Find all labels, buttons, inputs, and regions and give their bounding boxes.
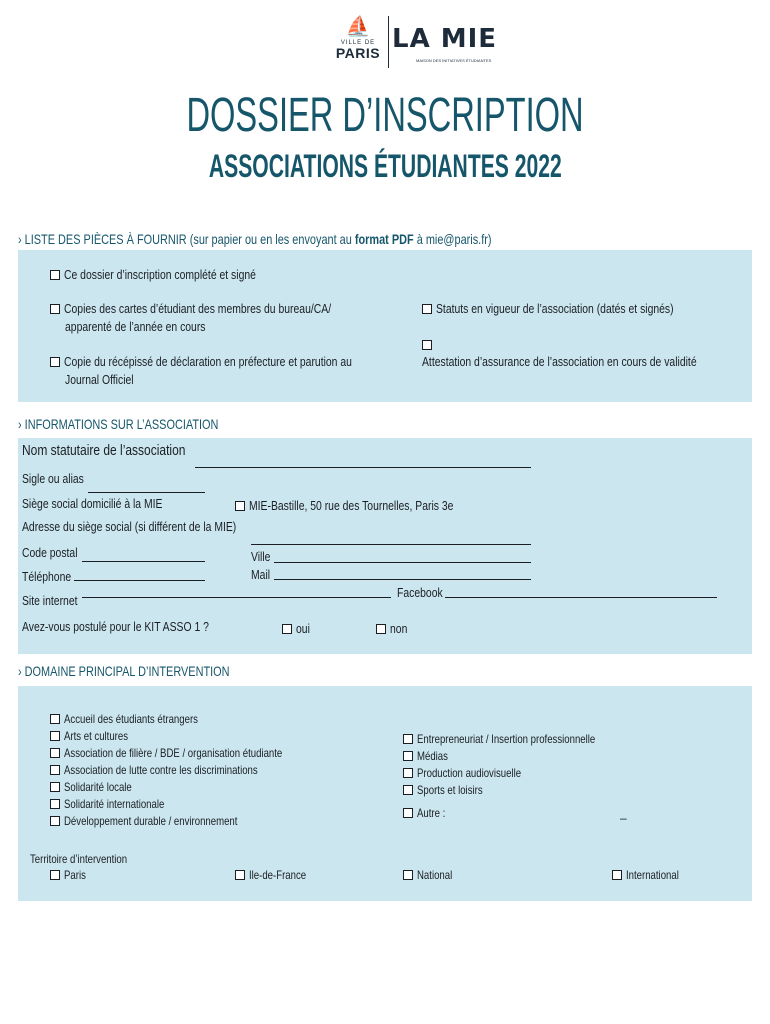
territoire-label: Territoire d’intervention	[30, 852, 128, 866]
checkbox-territoire-national[interactable]: National	[403, 867, 461, 884]
checkbox-icon[interactable]	[50, 357, 60, 367]
checkbox-icon[interactable]	[235, 870, 245, 880]
checkbox-icon[interactable]	[50, 731, 60, 741]
checkbox-icon[interactable]	[50, 799, 60, 809]
checkbox-solidarite-locale[interactable]: Solidarité locale	[50, 779, 149, 796]
code-postal-label: Code postal	[22, 545, 78, 560]
sigle-field[interactable]	[88, 492, 205, 493]
logo-mie-text: LA MIE	[392, 24, 498, 54]
ville-field[interactable]	[274, 562, 531, 563]
checkbox-icon[interactable]	[50, 270, 60, 280]
autre-field[interactable]: –	[620, 811, 627, 825]
checkbox-dossier[interactable]: Ce dossier d’inscription complété et signé	[50, 266, 304, 283]
checkbox-icon[interactable]	[422, 304, 432, 314]
logo-divider	[388, 16, 389, 68]
logo-ville-text: VILLE DE	[340, 40, 376, 46]
nom-field[interactable]	[195, 467, 531, 468]
telephone-field[interactable]	[74, 580, 205, 581]
checkbox-icon[interactable]	[403, 870, 413, 880]
checkbox-filiere[interactable]: Association de filière / BDE / organisation étudiante	[50, 745, 337, 762]
paris-boat-icon: ⛵	[345, 16, 371, 38]
checkbox-icon[interactable]	[50, 304, 60, 314]
checkbox-recepisse[interactable]: Copie du récépissé de déclaration en préfecture et parution au	[50, 353, 424, 370]
nom-label: Nom statutaire de l’association	[22, 442, 186, 459]
checkbox-icon[interactable]	[422, 340, 432, 350]
ville-de-paris-logo	[330, 18, 386, 68]
logo-paris-text: PARIS	[335, 45, 381, 61]
facebook-field[interactable]	[445, 597, 717, 598]
checkbox-autre[interactable]: Autre :	[403, 805, 452, 822]
telephone-label: Téléphone	[22, 569, 72, 584]
checkbox-attestation[interactable]: Attestation d’assurance de l’association en cours de validité	[422, 336, 770, 370]
checkbox-icon[interactable]	[403, 785, 413, 795]
checkbox-statuts[interactable]: Statuts en vigueur de l’association (datés et signés)	[422, 300, 733, 317]
cartes-line2: apparenté de l’année en cours	[65, 319, 206, 334]
code-postal-field[interactable]	[82, 561, 205, 562]
mail-field[interactable]	[274, 579, 531, 580]
checkbox-icon[interactable]	[403, 768, 413, 778]
recepisse-line2: Journal Officiel	[65, 372, 134, 387]
checkbox-icon[interactable]	[612, 870, 622, 880]
checkbox-icon[interactable]	[403, 751, 413, 761]
pieces-heading: › LISTE DES PIÈCES À FOURNIR (sur papier ou en les envoyant au format PDF à mie@paris.fr)	[18, 231, 492, 247]
checkbox-icon[interactable]	[403, 808, 413, 818]
mail-label: Mail	[251, 567, 271, 582]
site-field[interactable]	[82, 597, 391, 598]
checkbox-oui[interactable]: oui	[282, 620, 313, 637]
checkbox-icon[interactable]	[50, 765, 60, 775]
checkbox-icon[interactable]	[50, 782, 60, 792]
adresse-label: Adresse du siège social (si différent de la MIE)	[22, 519, 237, 534]
siege-label: Siège social domicilié à la MIE	[22, 496, 163, 511]
ville-label: Ville	[251, 549, 271, 564]
checkbox-entrepreneuriat[interactable]: Entrepreneuriat / Insertion professionnelle	[403, 731, 640, 748]
la-mie-logo	[392, 26, 497, 63]
checkbox-icon[interactable]	[282, 624, 292, 634]
checkbox-solidarite-internationale[interactable]: Solidarité internationale	[50, 796, 189, 813]
checkbox-icon[interactable]	[235, 501, 245, 511]
checkbox-icon[interactable]	[50, 748, 60, 758]
domaine-heading: › DOMAINE PRINCIPAL D’INTERVENTION	[18, 663, 230, 679]
infos-heading: › INFORMATIONS SUR L’ASSOCIATION	[18, 416, 219, 432]
kit-label: Avez-vous postulé pour le KIT ASSO 1 ?	[22, 619, 209, 634]
checkbox-discriminations[interactable]: Association de lutte contre les discriminations	[50, 762, 306, 779]
sigle-label: Sigle ou alias	[22, 471, 84, 486]
page-title: DOSSIER D’INSCRIPTION	[186, 89, 584, 142]
checkbox-accueil[interactable]: Accueil des étudiants étrangers	[50, 711, 231, 728]
checkbox-territoire-international[interactable]: International	[612, 867, 692, 884]
checkbox-icon[interactable]	[50, 816, 60, 826]
checkbox-sports[interactable]: Sports et loisirs	[403, 782, 499, 799]
checkbox-medias[interactable]: Médias	[403, 748, 456, 765]
checkbox-territoire-paris[interactable]: Paris	[50, 867, 91, 884]
checkbox-icon[interactable]	[50, 870, 60, 880]
checkbox-icon[interactable]	[376, 624, 386, 634]
page-subtitle: ASSOCIATIONS ÉTUDIANTES 2022	[208, 148, 562, 184]
logo-mie-subtext: MAISON DES INITIATIVES ÉTUDIANTES	[416, 58, 492, 63]
checkbox-territoire-idf[interactable]: Ile-de-France	[235, 867, 320, 884]
checkbox-audiovisuelle[interactable]: Production audiovisuelle	[403, 765, 547, 782]
format-pdf-label: format PDF	[354, 231, 414, 247]
adresse-field[interactable]	[251, 544, 531, 545]
checkbox-non[interactable]: non	[376, 620, 412, 637]
checkbox-mie-bastille[interactable]: MIE-Bastille, 50 rue des Tournelles, Paris 3e	[235, 497, 505, 514]
site-label: Site internet	[22, 593, 78, 608]
checkbox-developpement-durable[interactable]: Développement durable / environnement	[50, 813, 281, 830]
facebook-label: Facebook	[397, 585, 443, 600]
checkbox-cartes[interactable]: Copies des cartes d’étudiant des membres du bureau/CA/	[50, 300, 398, 317]
checkbox-icon[interactable]	[50, 714, 60, 724]
checkbox-icon[interactable]	[403, 734, 413, 744]
checkbox-arts[interactable]: Arts et cultures	[50, 728, 144, 745]
